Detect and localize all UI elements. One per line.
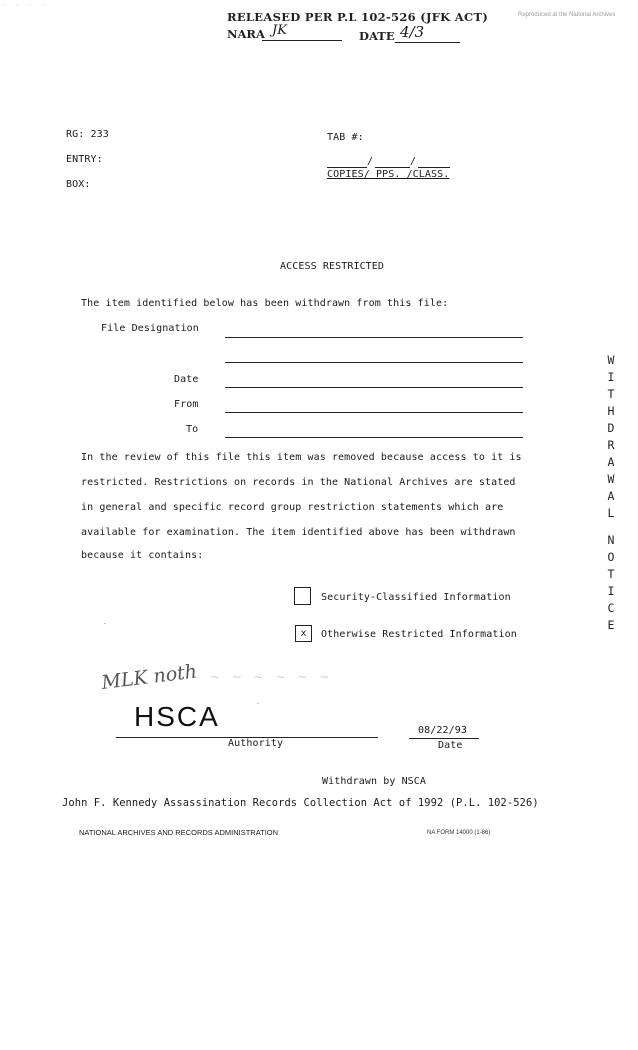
stamp-date-underline (395, 42, 460, 43)
release-stamp-text: RELEASED PER P.L 102-526 (JFK ACT) (227, 10, 489, 24)
copies-slash-1: / (367, 156, 374, 167)
withdrawal-notice-char (604, 522, 618, 532)
withdrawal-notice-vertical (604, 352, 618, 634)
date-line (409, 738, 479, 739)
withdrawal-notice-char: N (607, 533, 615, 547)
file-designation-line-2 (225, 362, 523, 363)
handwritten-hsca: HSCA (134, 701, 220, 732)
to-field-line (225, 437, 523, 438)
otherwise-restricted-checkbox[interactable]: x (295, 625, 312, 642)
form-number: NA FORM 14000 (1-86) (427, 830, 491, 836)
nara-label: NARA (227, 27, 265, 41)
handwritten-faint-scribble: ~ ~ ~ ~ ~ ~ (210, 670, 334, 684)
stray-dash: - (256, 700, 261, 708)
copies-slash-2: / (410, 156, 417, 167)
date-field-line (225, 387, 523, 388)
review-line-3: in general and specific record group restriction statements which are (81, 502, 504, 513)
file-designation-line-1 (225, 337, 523, 338)
security-classified-label: Security-Classified Information (321, 592, 511, 603)
withdrawal-notice-char: H (607, 404, 615, 418)
page-title: ACCESS RESTRICTED (280, 261, 385, 272)
otherwise-restricted-label: Otherwise Restricted Information (321, 629, 517, 640)
withdrawal-notice-char: E (607, 618, 615, 632)
from-field-line (225, 412, 523, 413)
authority-label: Authority (228, 738, 284, 749)
withdrawal-notice-char: W (607, 472, 615, 486)
rg-field: RG: 233 (66, 129, 109, 140)
agency-footer: NATIONAL ARCHIVES AND RECORDS ADMINISTRATION (79, 828, 279, 837)
withdrawal-notice-char: L (607, 506, 615, 520)
stamp-date-value: 4/3 (400, 23, 425, 41)
withdrawal-notice-char: R (607, 438, 615, 452)
reproduced-note: Reproduced at the National Archives (518, 12, 616, 18)
withdrawal-notice-char: T (607, 567, 615, 581)
date-field-label: Date (174, 374, 199, 385)
nara-underline (262, 40, 342, 41)
tab-field: TAB #: (327, 132, 364, 143)
authority-date-value: 08/22/93 (418, 725, 467, 736)
to-field-label: To (186, 424, 199, 435)
review-line-1: In the review of this file this item was removed because access to it is (81, 452, 522, 463)
withdrawn-by: Withdrawn by NSCA (322, 776, 427, 787)
withdrawal-notice-char: I (607, 584, 615, 598)
from-field-label: From (174, 399, 199, 410)
intro-text: The item identified below has been withdrawn from this file: (81, 298, 449, 309)
box-field: BOX: (66, 179, 91, 190)
handwritten-note: MLK noth (100, 660, 199, 694)
review-line-5: because it contains: (81, 550, 204, 561)
withdrawal-notice-char: T (607, 387, 615, 401)
copies-line-3 (418, 167, 450, 168)
file-designation-label: File Designation (101, 323, 199, 334)
withdrawal-notice-char: D (607, 421, 615, 435)
scan-specks: · · · · (2, 2, 49, 9)
entry-field: ENTRY: (66, 154, 103, 165)
copies-line-1 (327, 167, 367, 168)
withdrawal-notice-char: W (607, 353, 615, 367)
withdrawal-notice-char: C (607, 601, 615, 615)
security-classified-checkbox[interactable] (294, 587, 311, 605)
review-line-4: available for examination. The item identified above has been withdrawn (81, 527, 516, 538)
nara-initials: JK (272, 23, 287, 38)
copies-label: COPIES/ PPS. /CLASS. (327, 169, 450, 180)
withdrawal-notice-char: A (607, 455, 615, 469)
withdrawal-notice-char: O (607, 550, 615, 564)
date-label: Date (438, 740, 463, 751)
stamp-date-label: DATE (359, 29, 395, 43)
review-line-2: restricted. Restrictions on records in the National Archives are stated (81, 477, 516, 488)
withdrawal-notice-char: I (607, 370, 615, 384)
copies-line-2 (375, 167, 410, 168)
margin-tick: - (103, 620, 107, 627)
act-citation: John F. Kennedy Assassination Records Collection Act of 1992 (P.L. 102-526) (62, 797, 539, 809)
withdrawal-notice-char: A (607, 489, 615, 503)
